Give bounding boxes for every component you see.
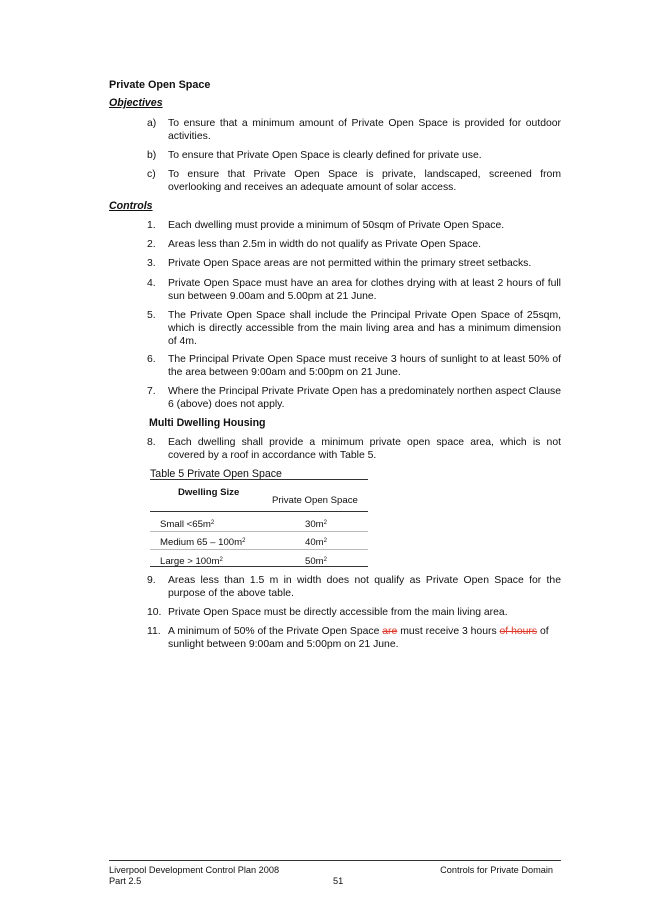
control-text: The Principal Private Open Space must receive 3 hours of sunlight to at least 50% of the area between 9:00am and 5:00pm on 21 June. xyxy=(168,354,561,378)
table-bottom-rule xyxy=(150,566,368,567)
table-top-rule xyxy=(150,479,368,480)
footer-doc-title: Liverpool Development Control Plan 2008 xyxy=(109,865,280,875)
objective-text: To ensure that Private Open Space is private, landscaped, screened from overlooking and receives an adequate amount of solar access. xyxy=(168,169,561,193)
space-text: 50m xyxy=(305,556,324,567)
text-part: A minimum of 50% of the Private Open Space xyxy=(168,626,383,637)
private-open-space-table xyxy=(150,477,368,567)
table-cell-space xyxy=(305,518,327,531)
control-text: Areas less than 2.5m in width do not qualify as Private Open Space. xyxy=(168,239,482,250)
control-num: 4. xyxy=(147,278,156,289)
text-part: must receive 3 hours xyxy=(397,626,500,637)
text-part: of sunlight between 9:00am and 5:00pm on 21 June. xyxy=(168,626,549,650)
size-text: Medium 65 – 100m xyxy=(160,537,243,548)
size-text: Small <65m xyxy=(160,519,211,530)
control-num: 1. xyxy=(147,220,156,231)
page-number: 51 xyxy=(333,876,344,886)
size-sup: 2 xyxy=(210,520,215,526)
table-row-rule xyxy=(150,549,368,550)
table-cell-size xyxy=(160,536,245,549)
deleted-text: of hours xyxy=(499,626,538,637)
objective-num: c) xyxy=(147,169,156,180)
table-header-rule xyxy=(150,511,368,512)
objective-num: b) xyxy=(147,150,157,161)
space-text: 40m xyxy=(305,537,324,548)
control-text: Private Open Space areas are not permitted within the primary street setbacks. xyxy=(168,258,532,269)
space-sup: 2 xyxy=(323,557,328,563)
control-num: 2. xyxy=(147,239,156,250)
control-text: Areas less than 1.5 m in width does not qualify as Private Open Space for the purpose of the above table. xyxy=(168,575,561,599)
footer-part: Part 2.5 xyxy=(109,876,142,886)
control-num: 11. xyxy=(147,626,161,637)
control-num: 10. xyxy=(147,607,162,618)
space-sup: 2 xyxy=(323,538,328,544)
control-text: Each dwelling must provide a minimum of 50sqm of Private Open Space. xyxy=(168,220,505,231)
control-num: 6. xyxy=(147,354,156,365)
space-sup: 2 xyxy=(323,520,328,526)
table-title: Table 5 Private Open Space xyxy=(150,468,282,480)
control-text: Private Open Space must have an area for clothes drying with at least 2 hours of full sun between 9.00am and 5.00pm at 21 June. xyxy=(168,278,561,302)
table-cell-space xyxy=(305,536,327,549)
table-header-private-open-space: Private Open Space xyxy=(272,495,358,506)
table-header-dwelling-size: Dwelling Size xyxy=(178,487,240,498)
section-title: Private Open Space xyxy=(109,79,211,91)
control-num: 8. xyxy=(147,437,156,448)
objective-num: a) xyxy=(147,118,157,129)
space-text: 30m xyxy=(305,519,324,530)
controls-heading: Controls xyxy=(109,200,153,212)
control-num: 3. xyxy=(147,258,156,269)
size-text: Large > 100m xyxy=(160,556,220,567)
deleted-text: are xyxy=(382,626,398,637)
control-text: Private Open Space must be directly accessible from the main living area. xyxy=(168,607,508,618)
control-text xyxy=(168,625,561,651)
size-sup: 2 xyxy=(219,557,223,563)
objective-text: To ensure that Private Open Space is clearly defined for private use. xyxy=(168,150,482,161)
objectives-heading: Objectives xyxy=(109,97,163,109)
multi-dwelling-heading: Multi Dwelling Housing xyxy=(149,417,266,429)
size-sup: 2 xyxy=(242,538,246,544)
control-text: The Private Open Space shall include the Principal Private Open Space of 25sqm, which is directly accessible from the main living area and has a minimum dimension of 4m. xyxy=(168,310,561,347)
control-num: 5. xyxy=(147,310,156,321)
page-footer xyxy=(109,860,561,886)
control-num: 7. xyxy=(147,386,156,397)
footer-chapter: Controls for Private Domain xyxy=(440,865,553,875)
control-text: Where the Principal Private Private Open has a predominately northen aspect Clause 6 (above) does not apply. xyxy=(168,386,561,410)
control-num: 9. xyxy=(147,575,156,586)
control-text: Each dwelling shall provide a minimum private open space area, which is not covered by a roof in accordance with Table 5. xyxy=(168,437,561,461)
table-row-rule xyxy=(150,531,368,532)
table-cell-size xyxy=(160,518,214,531)
objective-text: To ensure that a minimum amount of Private Open Space is provided for outdoor activities. xyxy=(168,118,561,142)
